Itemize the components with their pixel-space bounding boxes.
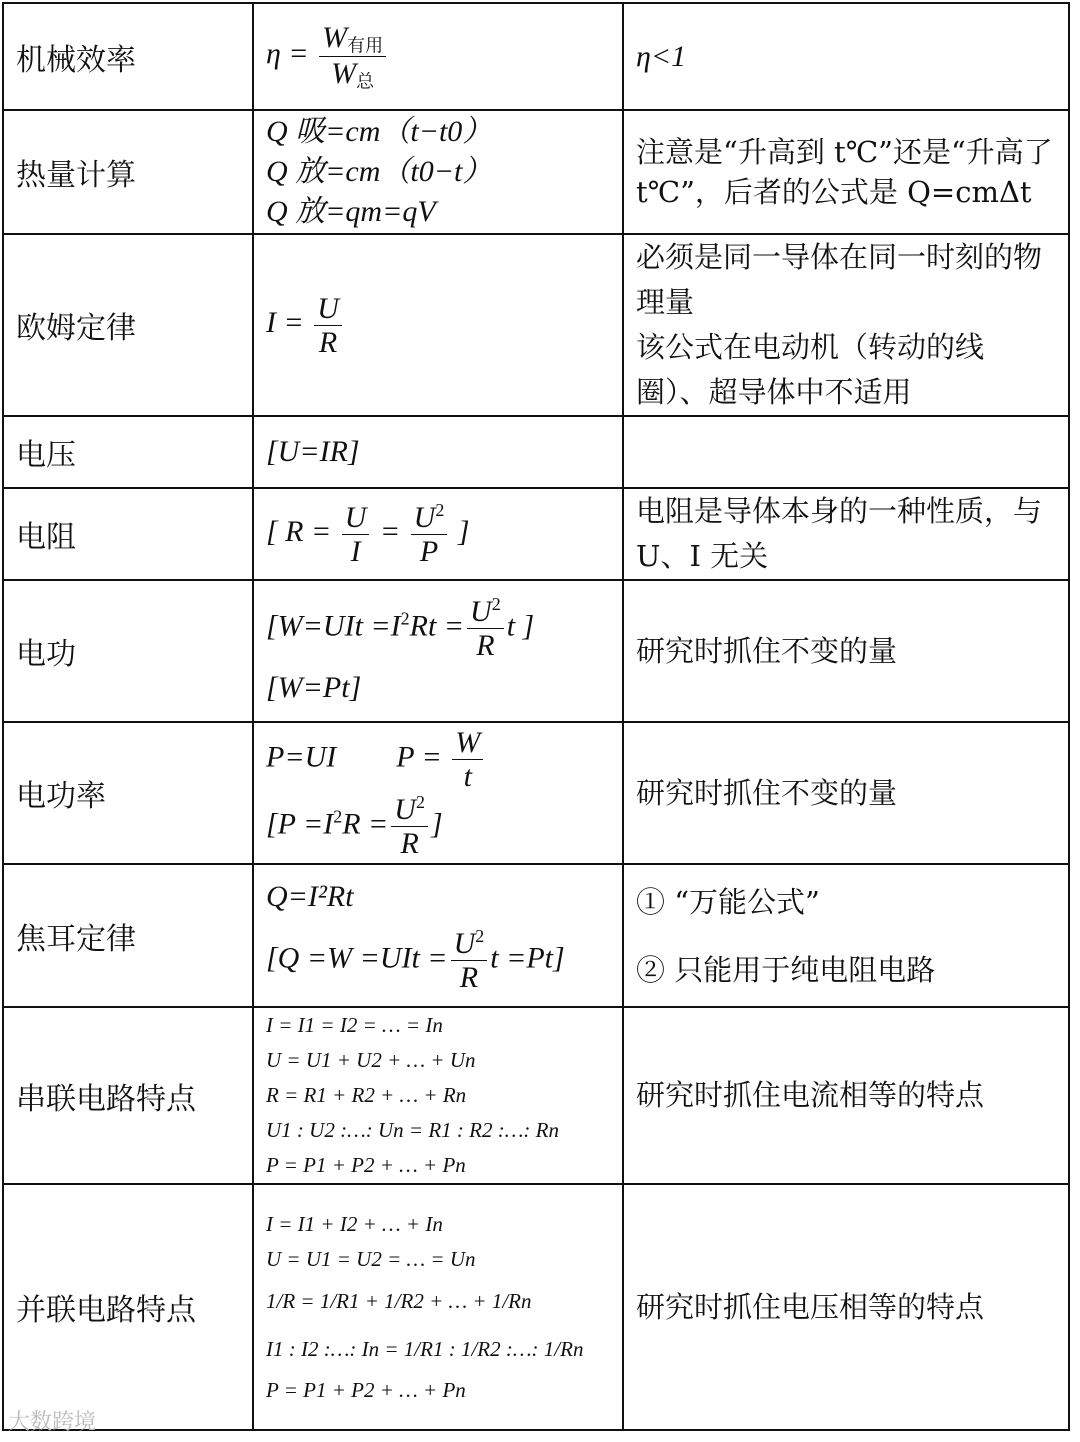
row-note: ① “万能公式” ② 只能用于纯电阻电路 xyxy=(623,864,1069,1007)
formula-cell xyxy=(253,1184,623,1430)
parallel-resistance: 1/R = 1/R1 + 1/R2 + … + 1/Rn xyxy=(266,1288,532,1313)
row-note: η<1 xyxy=(623,3,1069,110)
formula-cell xyxy=(253,234,623,416)
row-note: 必须是同一导体在同一时刻的物理量 该公式在电动机（转动的线圈）、超导体中不适用 xyxy=(623,234,1069,416)
row-label: 并联电路特点 xyxy=(3,1184,253,1430)
row-label: 电功 xyxy=(3,580,253,722)
series-resistance: R = R1 + R2 + … + Rn xyxy=(266,1083,467,1107)
row-note: 研究时抓住电流相等的特点 xyxy=(623,1007,1069,1184)
table-row xyxy=(3,1007,1069,1184)
table-row xyxy=(3,3,1069,110)
row-label: 机械效率 xyxy=(3,3,253,110)
series-voltage: U = U1 + U2 + … + Un xyxy=(266,1048,476,1072)
joule-general-formula: [Q =W =UIt = $\frac{U^2}{R}$ t =Pt] xyxy=(266,926,565,994)
parallel-power: P = P1 + P2 + … + Pn xyxy=(266,1377,466,1402)
row-label: 串联电路特点 xyxy=(3,1007,253,1184)
parallel-voltage: U = U1 = U2 = … = Un xyxy=(266,1246,476,1271)
heat-fuel-formula: Q 放=qm=qV xyxy=(266,195,436,228)
table-row xyxy=(3,722,1069,864)
formula-table xyxy=(2,2,1070,1431)
series-current: I = I1 = I2 = … = In xyxy=(266,1013,443,1037)
series-ratio: U1 : U2 :…: Un = R1 : R2 :…: Rn xyxy=(266,1118,559,1142)
formula-cell xyxy=(253,488,623,580)
table-row xyxy=(3,580,1069,722)
resistance-formula: [ R = $\frac{U}{I}$ = $\frac{U^2}{P}$ ] xyxy=(266,499,470,568)
formula-cell xyxy=(253,416,623,488)
row-label: 电压 xyxy=(3,416,253,488)
table-row xyxy=(3,416,1069,488)
parallel-current: I = I1 + I2 + … + In xyxy=(266,1211,443,1236)
heat-absorb-formula: Q 吸=cm（t−t0） xyxy=(266,115,493,148)
row-label: 电功率 xyxy=(3,722,253,864)
formula-cell xyxy=(253,580,623,722)
formula-cell xyxy=(253,3,623,110)
row-label: 热量计算 xyxy=(3,110,253,234)
ohm-formula: I = $\frac{U}{R}$ xyxy=(266,306,345,339)
formula-cell xyxy=(253,722,623,864)
work-formula: [$W=UIt =I^2Rt$ = $\frac{U^2}{R}$ t ] xyxy=(266,593,535,662)
formula-cell xyxy=(253,1007,623,1184)
row-note: 注意是“升高到 t℃”还是“升高了 t℃”，后者的公式是 Q=cmΔt xyxy=(623,110,1069,234)
voltage-formula: [U=IR] xyxy=(266,435,360,468)
row-note: 研究时抓住不变的量 xyxy=(623,722,1069,864)
power-resistance-formula: [$P =I^2R$ = $\frac{U^2}{R}$ ] xyxy=(266,792,443,860)
table-row xyxy=(3,1184,1069,1430)
work-power-formula: [W=Pt] xyxy=(266,670,362,704)
table-row xyxy=(3,110,1069,234)
row-note xyxy=(623,416,1069,488)
efficiency-formula: η = $\frac{W_{有用}}{W_总}$ xyxy=(266,37,389,70)
heat-release-formula: Q 放=cm（t0−t） xyxy=(266,155,493,188)
row-note: 研究时抓住不变的量 xyxy=(623,580,1069,722)
table-row xyxy=(3,488,1069,580)
watermark: 大数跨境 xyxy=(8,1410,97,1435)
row-label: 欧姆定律 xyxy=(3,234,253,416)
row-note: 电阻是导体本身的一种性质，与 U、I 无关 xyxy=(623,488,1069,580)
table-row xyxy=(3,234,1069,416)
formula-cell xyxy=(253,864,623,1007)
table-row xyxy=(3,864,1069,1007)
row-note: 研究时抓住电压相等的特点 xyxy=(623,1184,1069,1430)
parallel-current-ratio: I1 : I2 :…: In = 1/R1 : 1/R2 :…: 1/Rn xyxy=(266,1336,584,1361)
power-formula: P=UI P = $\frac{W}{t}$ xyxy=(266,726,610,793)
formula-cell xyxy=(253,110,623,234)
row-label: 电阻 xyxy=(3,488,253,580)
row-label: 焦耳定律 xyxy=(3,864,253,1007)
joule-formula: Q=I²Rt xyxy=(266,880,354,913)
series-power: P = P1 + P2 + … + Pn xyxy=(266,1153,466,1177)
